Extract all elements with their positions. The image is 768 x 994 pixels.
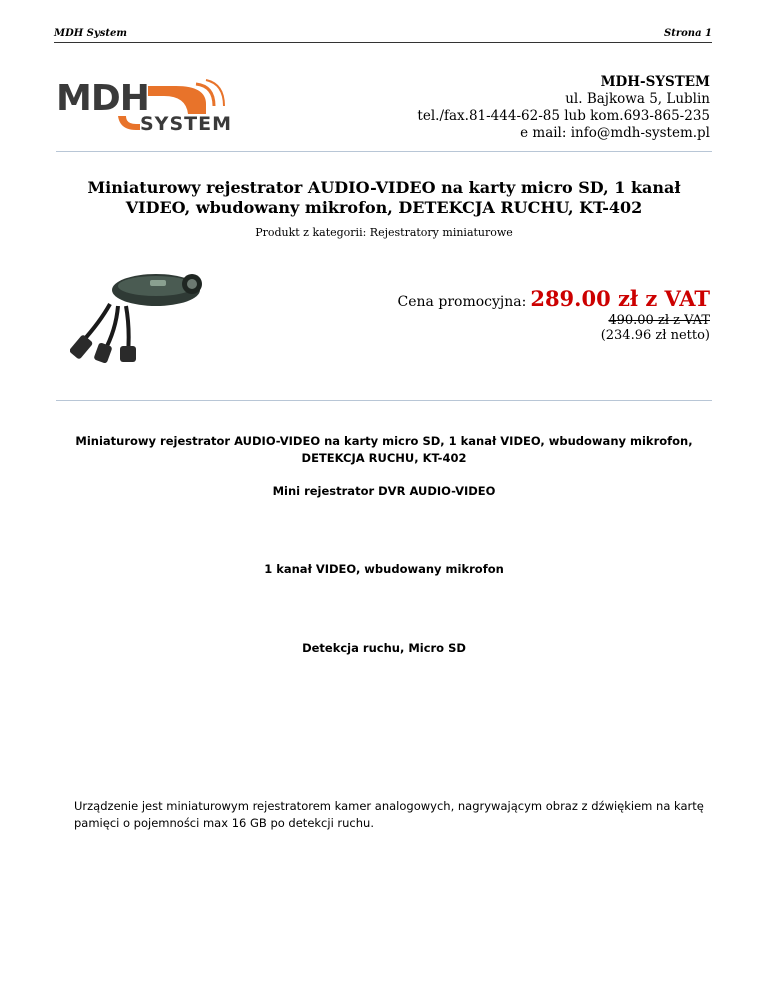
company-info: [417, 74, 710, 142]
product-title: Miniaturowy rejestrator AUDIO-VIDEO na karty micro SD, 1 kanał VIDEO, wbudowany mikrofon, DETEKCJA RUCHU, KT-402: [87, 178, 681, 217]
price-label: Cena promocyjna:: [397, 294, 527, 310]
description-heading: Miniaturowy rejestrator AUDIO-VIDEO na karty micro SD, 1 kanał VIDEO, wbudowany mikrofon, DETEKCJA RUCHU, KT-402: [75, 434, 693, 465]
netto-price: (234.96 zł netto): [600, 328, 710, 343]
promo-price: 289.00 zł z VAT: [530, 286, 710, 311]
description-subheading-1: Mini rejestrator DVR AUDIO-VIDEO: [272, 484, 496, 498]
company-email: e mail: info@mdh-system.pl: [520, 125, 710, 141]
header-page-number: Strona 1: [664, 28, 712, 39]
description-subheading-2: 1 kanał VIDEO, wbudowany mikrofon: [264, 562, 504, 576]
description-paragraph: Urządzenie jest miniaturowym rejestratorem kamer analogowych, nagrywającym obraz z dźwiękiem na kartę pamięci o pojemności max 16 GB po detekcji ruchu.: [74, 799, 704, 830]
dvr-recorder-image: [70, 262, 212, 364]
product-category: Produkt z kategorii: Rejestratory miniaturowe: [255, 226, 513, 239]
company-address: ul. Bajkowa 5, Lublin: [565, 91, 710, 107]
description-subheading-3: Detekcja ruchu, Micro SD: [302, 641, 466, 655]
old-price: 490.00 zł z VAT: [608, 313, 710, 328]
header-divider: [56, 151, 712, 152]
company-phone: tel./fax.81-444-62-85 lub kom.693-865-235: [417, 108, 710, 124]
logo-system-text: SYSTEM: [140, 113, 232, 135]
company-name: MDH-SYSTEM: [600, 74, 710, 90]
header-left-text: MDH System: [54, 28, 127, 39]
logo-orange-shape: [148, 86, 206, 114]
price-block: [398, 286, 710, 343]
content-divider: [56, 400, 712, 401]
mdh-system-logo: [56, 78, 268, 136]
page-header: [54, 26, 712, 43]
logo-mdh-text: MDH: [56, 78, 149, 119]
